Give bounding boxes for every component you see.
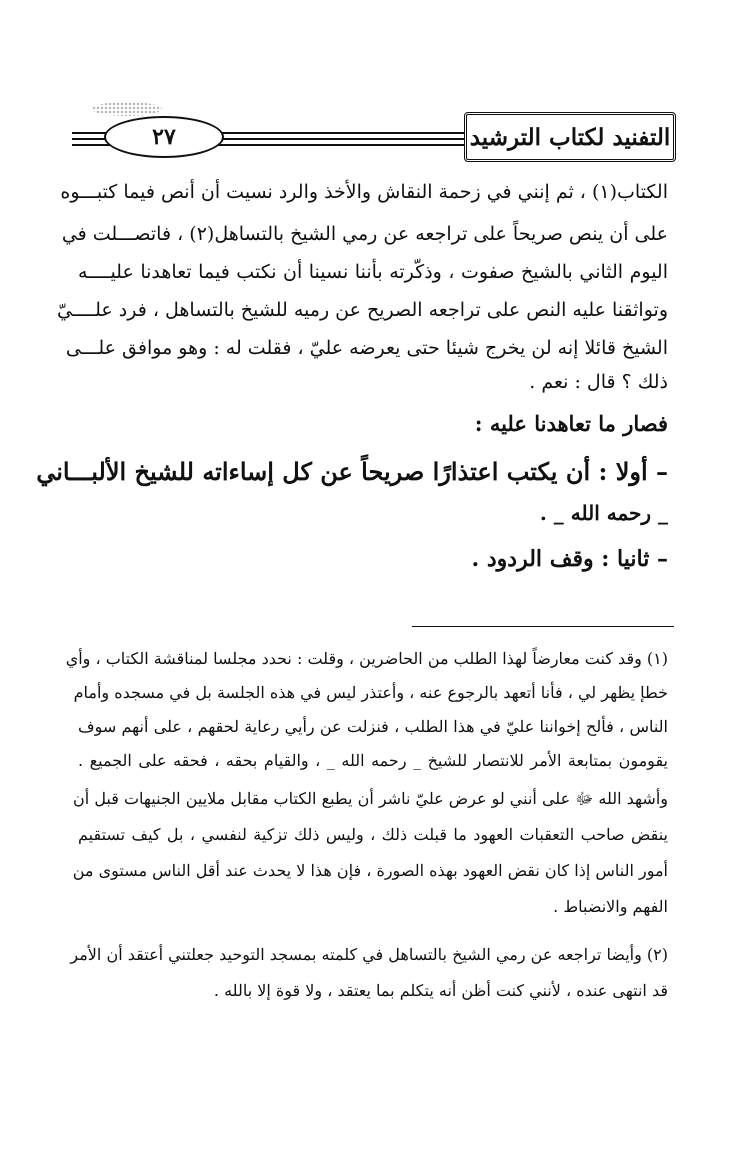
book-title: التفنيد لكتاب الترشيد [469, 123, 671, 151]
book-title-box [464, 112, 676, 162]
footnote-separator [412, 626, 674, 627]
agreed-heading: فصار ما تعاهدنا عليه : [474, 411, 668, 436]
body-line: الكتاب(١) ، ثم إنني في زحمة النقاش والأخذ والرد نسيت أن أنص فيما كتبـــوه [60, 181, 668, 203]
point-one: – أولا : أن يكتب اعتذارًا صريحاً عن كل إساءاته للشيخ الألبـــاني [36, 457, 668, 486]
footnote-line: أمور الناس إذا كان نقض العهود بهذه الصورة ، فإن هذا لا يحدث عند أقل الناس مستوى من [72, 861, 668, 880]
footnote-line: الفهم والانضباط . [553, 897, 668, 916]
body-line: وتواثقنا عليه النص على تراجعه الصريح عن رميه للشيخ بالتساهل ، فرد علــــيّ [56, 299, 668, 321]
footnote-line: ينقض صاحب التعقبات العهود ما قبلت ذلك ، وليس ذلك تزكية لنفسي ، بل كيف تستقيم [78, 825, 669, 844]
point-two: – ثانيا : وقف الردود . [471, 546, 668, 572]
body-line: الشيخ قائلا إنه لن يخرج شيئا حتى يعرضه عليّ ، فقلت له : وهو موافق علـــى [65, 337, 668, 359]
page-number [104, 116, 224, 158]
footnote-line: قد انتهى عنده ، لأنني كنت أظن أنه يتكلم بما يعتقد ، ولا قوة إلا بالله . [213, 981, 668, 1000]
page-number-text: ٢٧ [152, 124, 176, 150]
body-line: ذلك ؟ قال : نعم . [529, 371, 668, 393]
body-line: على أن ينص صريحاً على تراجعه عن رمي الشيخ بالتساهل(٢) ، فاتصـــلت في [61, 223, 668, 245]
footnote-line: الناس ، فألح إخواننا عليّ في هذا الطلب ، فنزلت عن رأيي رعاية لحقهم ، على أنهم سوف [78, 717, 668, 736]
footnote-line: وأشهد الله ﷻ على أنني لو عرض عليّ ناشر أن يطبع الكتاب مقابل ملايين الجنيهات قبل أن [73, 789, 668, 808]
running-header [72, 108, 676, 170]
footnote-line: (٢) وأيضا تراجعه عن رمي الشيخ بالتساهل في كلمته بمسجد التوحيد جعلتني أعتقد أن الأمر [70, 945, 668, 964]
point-one-continued: _ رحمه الله _ . [539, 501, 668, 525]
body-line: اليوم الثاني بالشيخ صفوت ، وذكّرته بأننا نسينا أن نكتب فيما تعاهدنا عليــــه [78, 261, 668, 283]
footnote-line: (١) وقد كنت معارضاً لهذا الطلب من الحاضرين ، وقلت : نحدد مجلسا لمناقشة الكتاب ، وأي [65, 649, 668, 668]
footnote-line: يقومون بمتابعة الأمر للانتصار للشيخ _ رحمه الله _ ، والقيام بحقه ، فحقه على الجميع . [78, 751, 668, 770]
footnote-line: خطإ يظهر لي ، فأنا أتعهد بالرجوع عنه ، وأعتذر ليس في هذه الجلسة بل في مسجده وأمام [73, 683, 668, 702]
